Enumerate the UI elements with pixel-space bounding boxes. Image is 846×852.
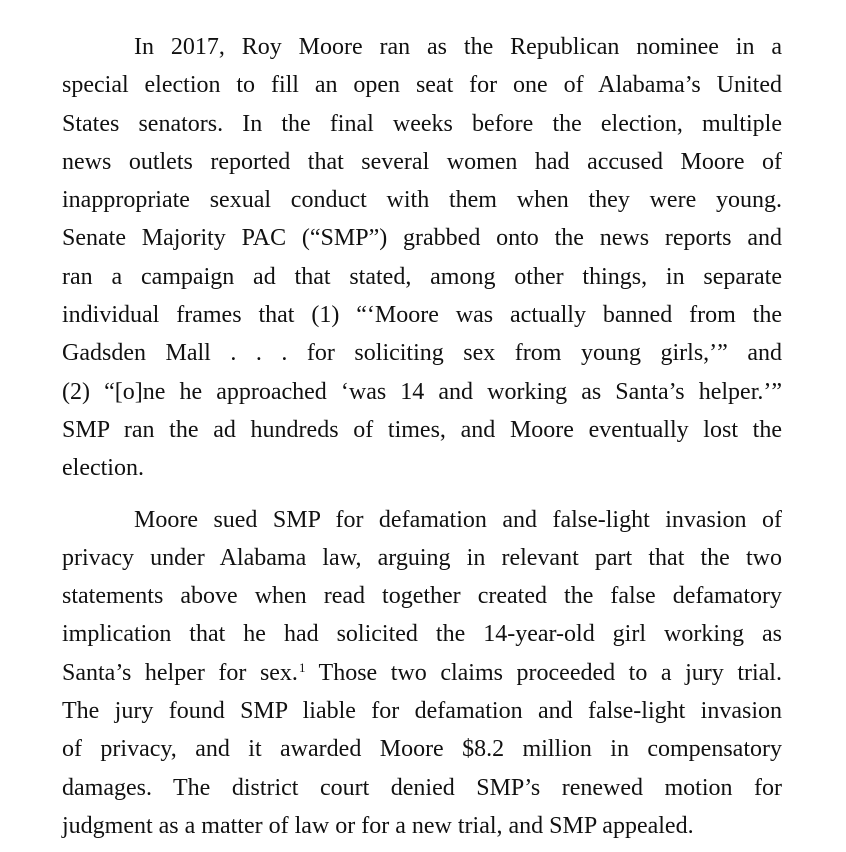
text-line: damages. The district court denied SMP’s renewed motion for bbox=[62, 774, 782, 801]
opinion-text bbox=[62, 28, 782, 845]
text-line: news outlets reported that several women had accused Moore of bbox=[62, 148, 782, 175]
text-line-with-footnote bbox=[62, 654, 782, 692]
text-line: judgment as a matter of law or for a new trial, and SMP appealed. bbox=[62, 812, 694, 839]
text-line: States senators. In the final weeks before the election, multiple bbox=[62, 110, 782, 137]
text-line: Gadsden Mall . . . for soliciting sex from young girls,’” and bbox=[62, 340, 782, 367]
text-line: special election to fill an open seat for one of Alabama’s United bbox=[62, 72, 782, 99]
paragraph-1 bbox=[62, 28, 782, 488]
text-line: implication that he had solicited the 14-year-old girl working as bbox=[62, 621, 782, 648]
text-line: (2) “[o]ne he approached ‘was 14 and working as Santa’s helper.’” bbox=[62, 378, 782, 405]
text-line: SMP ran the ad hundreds of times, and Moore eventually lost the bbox=[62, 416, 782, 443]
paragraph-2 bbox=[62, 501, 782, 846]
text-fragment: Those two claims proceeded to a jury trial. bbox=[305, 659, 782, 686]
text-line: inappropriate sexual conduct with them when they were young. bbox=[62, 187, 782, 214]
text-line: of privacy, and it awarded Moore $8.2 million in compensatory bbox=[62, 736, 782, 763]
text-fragment: Santa’s helper for sex. bbox=[62, 659, 298, 686]
text-line: election. bbox=[62, 455, 144, 482]
text-line: privacy under Alabama law, arguing in relevant part that the two bbox=[62, 544, 782, 571]
text-line: ran a campaign ad that stated, among other things, in separate bbox=[62, 263, 782, 290]
text-line: The jury found SMP liable for defamation and false-light invasion bbox=[62, 698, 782, 725]
text-line: Moore sued SMP for defamation and false-light invasion of bbox=[134, 506, 782, 533]
text-line: Senate Majority PAC (“SMP”) grabbed onto the news reports and bbox=[62, 225, 782, 252]
footnote-marker[interactable]: 1 bbox=[298, 659, 306, 675]
text-line: statements above when read together created the false defamatory bbox=[62, 583, 782, 610]
text-line: individual frames that (1) “‘Moore was actually banned from the bbox=[62, 302, 782, 329]
text-line: In 2017, Roy Moore ran as the Republican nominee in a bbox=[134, 34, 782, 60]
